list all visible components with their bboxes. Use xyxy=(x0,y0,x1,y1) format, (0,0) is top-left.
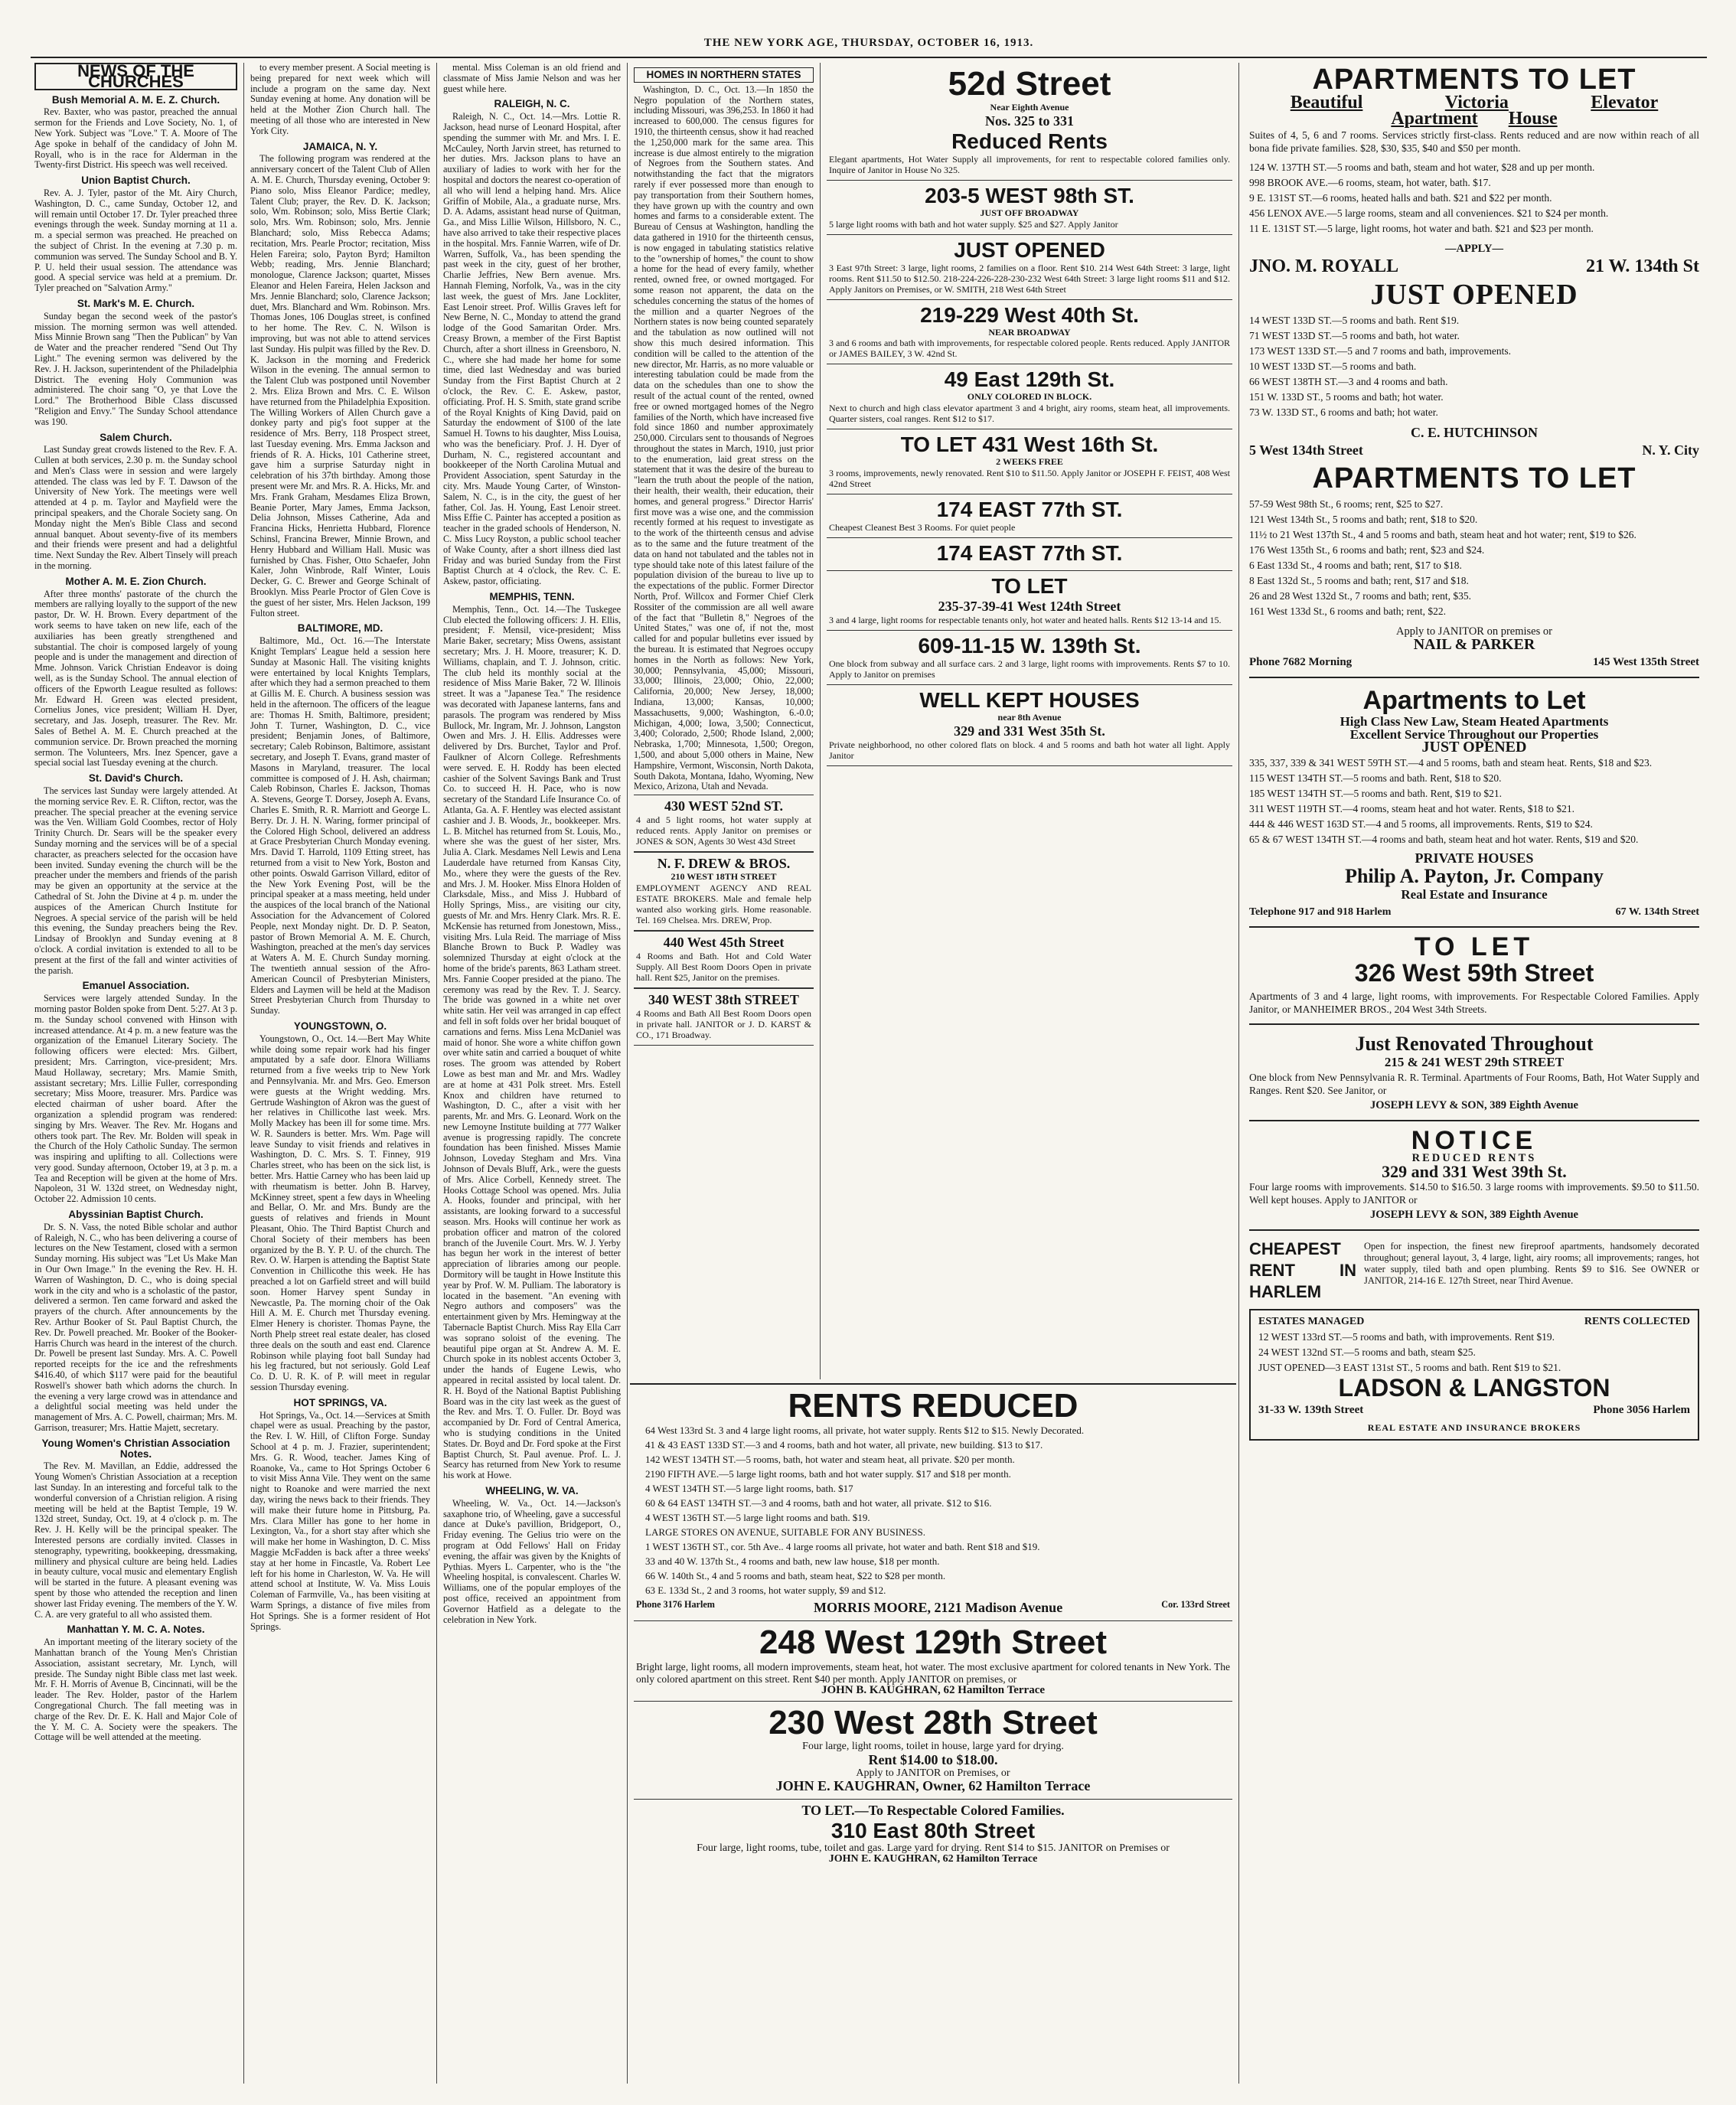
column-homes-northern xyxy=(630,63,817,1379)
ad-address: 310 East 80th Street xyxy=(830,1819,1036,1843)
article-body: Hot Springs, Va., Oct. 14.—Services at Smith chapel were as usual. Preaching by the pastor, the Rev. I. W. Hill, of Clifton Forge. Sunday School at 4 p. m. J. Frazier, superintendent; Mrs. G. R. Wood, teacher. James King of Roanoke, Va., came to Hot Springs October 6 to visit Miss Anna Vile. They went on the same night to Roanoke and were married the next day, wiring the news back to their friends. They will make their future home in Pittsburg, Pa. Mrs. Clara Miller has gone to her home in Lexington, Va., for a short stay after which she will make her home in Washington, D. C. Miss Maggie McFadden is back after a three weeks' stay at her home in Fincastle, Va. Robert Lee left for his home in Charleston, W. Va. He will attend school at Institute, W. Va. Miss Louis Coleman of Farmville, Va., has been visiting at Warm Springs, a distance of five miles from Hot Springs. She is a former resident of Hot Springs. xyxy=(250,1409,430,1632)
article-body: Last Sunday great crowds listened to the Rev. F. A. Cullen at both services, 2.30 p. m. the Sunday school and Men's Class were in session and were largely attended. The class was led by F. T. Dawson of the University of New York. The meetings were well attended at 4 p. m. Taylor and Mayfield were the principal speakers, and the Chorale Society sang. On Monday night the Men's Bible Class and second annual banquet. About seventy-five of its members and their friends were present and had a delightful time. Next Sunday the Rev. Albert Tinsely will preach in the morning. xyxy=(34,444,237,572)
classified-ad xyxy=(827,235,1232,300)
ad-body: One block from subway and all surface cars. 2 and 3 large, light rooms with improvements. Rents $7 to 10. Apply to Janitor on premises xyxy=(829,658,1230,680)
column-rule xyxy=(820,63,821,1379)
column-ads-1 xyxy=(823,63,1236,1379)
subtitle-word: Victoria xyxy=(1444,93,1509,113)
ad-body: Cheapest Cleanest Best 3 Rooms. For quiet people xyxy=(829,521,1016,533)
ad-title: 52d Street xyxy=(948,65,1111,103)
ad-body: Elegant apartments, Hot Water Supply all improvements, for rent to respectable colored families only. Inquire of Janitor in House No 325. xyxy=(829,153,1230,175)
masthead: THE NEW YORK AGE, THURSDAY, OCTOBER 16, 1913. xyxy=(31,37,1707,58)
subheading: Excellent Service Throughout our Properties xyxy=(1349,727,1599,742)
classified-ad xyxy=(827,631,1232,685)
box-footer: REAL ESTATE AND INSURANCE BROKERS xyxy=(1367,1422,1581,1433)
ad-title: TO LET.—To Respectable Colored Families. xyxy=(801,1803,1065,1819)
subheading: JUST OPENED xyxy=(1421,739,1527,756)
ad-sub: 210 WEST 18TH STREET xyxy=(671,871,777,883)
listing-line: 9 E. 131ST ST.—6 rooms, heated halls and bath. $21 and $22 per month. xyxy=(1249,192,1552,204)
renovated-agent: JOSEPH LEVY & SON, 389 Eighth Avenue xyxy=(1370,1099,1578,1111)
article-title: BALTIMORE, MD. xyxy=(297,622,383,635)
listing-line: 4 WEST 134TH ST.—5 large light rooms, bath. $17 xyxy=(645,1483,853,1494)
article-title: Bush Memorial A. M. E. Z. Church. xyxy=(51,93,220,106)
listing-line: 4 WEST 136TH ST.—5 large light rooms and bath. $19. xyxy=(645,1512,870,1523)
ad-sub: Near Eighth Avenue xyxy=(990,102,1069,113)
classified-ad xyxy=(634,931,814,988)
article-body: Sunday began the second week of the pastor's mission. The morning sermon was well attended. Miss Minnie Brown sang "Then the Publican" by Van de Water and the preacher rendered "Send Out Thy Light." The evening sermon was delivered by the Rev. J. H. Jackson, superintendent of the Philadelphia District. The evening Holy Communion was administered. The choir sang "O, ye that Love the Lord." The Brotherhood Bible Class discussed "Religion and Envy." The Sunday School attendance was 190. xyxy=(34,310,237,427)
box-address: 31-33 W. 139th Street xyxy=(1258,1404,1364,1416)
ad-title: 203-5 WEST 98th ST. xyxy=(925,183,1134,207)
article-body: Washington, D. C., Oct. 13.—In 1850 the Negro population of the Northern states, including Missouri, was 396,253. In 1860 it had increased to 600,000. The census figures for 1910, the thirteenth census, show it had reached the 1,250,000 mark for the same area. This increase is due almost entirely to the migration of Negroes from the Southern states. And notwithstanding the fact that the migrators rarely if ever possessed more than enough to pay transportation from their Southern homes, they have grown up with the country and own homes and farms to a considerable extent. The Bureau of Census at Washington, handling the data gathered in 1910 for the thirteenth census, is now engaged in tabulating statistics relative to the "ownership of homes," the count to show a home for the head of every family, whether rented, owned free, or owned mortgaged. For some reason not apparent, the data on the schedules concerning the status of the homes of the million and a quarter Negroes of the Northern states is now being counted separately and the tabulation as now outlined will not show this much desired information. This condition will be called to the attention of the new director, Mr. Harris, as no more valuable or interesting tabulation could be made from the data on the schedules than one to show the result of the actual count of the rented, owned free or owned mortgaged homes of the Negro families of the North, which have increased five fold since 1860 and number approximately 250,000. Circulars sent to thousands of Negroes throughout the states in March, 1910, just prior to the enumeration, laid great stress on the statement that it was the desire of the bureau to "learn the truth about the people of the nation, their health, their wealth, their education, their homes, and general progress." Director Harris' first move was a wise one, and the commission recently formed at his request to investigate as to the work of the thirteenth census and advise as to the same and the future treatment of the data on hand not tabulated and the tables not in type should take note of this latest failure of the population division of the bureau to live up to the expectations of the public. Former Director North, Prof. Willcox and Former Chief Clerk Rossiter of the commission are all well aware of the fact that "Bulletin 8," Negroes of the United States," was one of, if not the, most called for and popular bulletins ever issued by the bureau. It is estimated that Negroes occupy homes in the North as follows: New York, 30,000; Pennsylvania, 45,000; Missouri, 33,000; Illinois, 23,000; Ohio, 22,000; California, 20,000; New Jersey, 18,000; Indiana, 13,000; Kansas, 10,000; Massachusetts, 9,000; Washington, 6.-0.0; Michigan, 4,000; Iowa, 3,500; Connecticut, 3,400; Colorado, 2,500; Rhode Island, 2,000; Nebraska, 1,700; Minnesota, 1,500; Oregon, 1,500, and about 5,000 others in Maine, New Hampshire, Vermont, Wisconsin, North Dakota, South Dakota, Montana, Idaho, Wyoming, New Mexico, Arizona, Utah and Nevada. xyxy=(634,83,814,792)
listing-line: 26 and 28 West 132d St., 7 rooms and bath; rent, $35. xyxy=(1249,590,1472,602)
article-body: The services last Sunday were largely attended. At the morning service Rev. E. R. Clifton, rector, was the preacher. The special preacher at the evening service was the Ven. William Gold Coombes, rector of Holy Trinity Church. Dr. Sears will be the speaker every Sunday morning and the services will be of a special character, as preachers selected for the occasion have been invited. Sunday evening the church will be the preacher under the members and friends of the parish may be given an opportunity at the service at the Cathedral of St. John the Divine at 4 p. m. under the auspices of the American Church Institute for Negroes. A special service of the parish will be held this evening, the Sunday preachers being the Rev. Lindsay of Brooklyn and Sunday evening at 8 o'clock. A cordial invitation is extended to all to be present at the first of the fall and winter activities of the parish. xyxy=(34,785,237,976)
article-title: WHEELING, W. VA. xyxy=(485,1484,579,1496)
column-churches xyxy=(31,63,241,2084)
ad-body: 3 East 97th Street: 3 large, light rooms, 2 families on a floor. Rent $10. 214 West 64th Street: 3 large, light rooms. Rent $11.50 to $12.50. 218-224-226-228-230-232 West 64th Street: 3 large light rooms $11 and $12. Apply Janitors on Premises, or W. SMITH, 218 West 64th Street xyxy=(829,262,1230,295)
ad-body: Four large, light rooms, toilet in house, large yard for drying. xyxy=(802,1740,1064,1752)
ad-title: 174 EAST 77th ST. xyxy=(936,540,1123,565)
ad-title: 49 East 129th St. xyxy=(944,367,1115,392)
ad-title: 248 West 129th Street xyxy=(759,1624,1108,1661)
listing-line: 173 WEST 133D ST.—5 and 7 rooms and bath, improvements. xyxy=(1249,345,1511,357)
box-head-right: RENTS COLLECTED xyxy=(1584,1316,1690,1327)
article-body: Dr. S. N. Vass, the noted Bible scholar and author of Raleigh, N. C., who has been delivering a course of lectures on the New Testament, closed with a sermon Sunday morning. His subject was "Let Us Make Man in Our Own Image." In the evening the Rev. H. H. Warren of Washington, D. C., who is doing special work in the city and who is a scholastic of the pastor, delivered a sermon. Ten came forward and asked the prayers of the church. After announcements by the Rev. Arthur Booker of St. Paul Baptist Church, the Rev. Dr. Powell preached. Mr. Booker of the Booker-Harris Church was heard in the interest of the church. Dr. Powell be present last Sunday. Mrs. A. C. Powell reported receipts for the ice and the refreshments $416.40, of which $117 were paid for the beautiful Roswell's shower bath which adorns the church. In the evening a very large crowd was in attendance and a delightful social meeting was held under the management of Mrs. A. C. Powell, chairman; Mrs. M. Garrison, treasurer; Mrs. Hattie Majett, secretary. xyxy=(34,1221,237,1434)
subtitle-word: House xyxy=(1508,109,1558,129)
company-sub: Real Estate and Insurance xyxy=(1401,887,1548,902)
ad-body: 3 and 4 large, light rooms for respectable tenants only, hot water and heated halls. Rents $12 13-14 and 15. xyxy=(829,614,1222,625)
listing-line: 124 W. 137TH ST.—5 rooms and bath, steam and hot water, $28 and up per month. xyxy=(1249,162,1595,173)
article-body: The Rev. M. Mavillan, an Eddie, addressed the Young Women's Christian Association at a reception last Sunday. In an interesting and forceful talk to the wonderful conversion of a Christian religion. A rising meeting will be held at the Baptist Temple, 19 W. 132d street, Sunday, Oct. 19, at 4 o'clock p. m. The Rev. J. H. Kelly will be the principal speaker. The Interested persons are cordially invited. Classes in stenography, typewriting, bookkeeping, dressmaking, millinery and physical culture are being held. Ladies in beauty culture, vocal music and elementary English will be started in the future. A pleasant evening was spent by those who attended the reception and linen shower last Friday evening. The members of the Y. W. C. A. are very grateful to all who assisted them. xyxy=(34,1460,237,1620)
article-body: Services were largely attended Sunday. In the morning pastor Bolden spoke from Dent. 5:27. At 3 p. m. the Sunday school convened with Hinson with increased attendance. At 4 p. m. a new feature was the organization of the Emanuel Literary Society. The following officers were elected: Mrs. Gilbert, president; Mrs. Carrington, vice-president; Mrs. Maud Hollaway, secretary; Mrs. Mamie Smith, assistant secretary; Mrs. Lillie Fuller, corresponding secretary; Miss Moore, treasurer. Mrs. Pardice was elected chairman of usher board. After the organization a splendid program was rendered: singing by Mrs. Weaver. The Rev. Mr. Hogans and others took part. The Rev. Mr. Bolden will speak in the Church of the Holy Catholic Sunday. The sermon was inspiring and uplifting to all. Collections were very good. Sunday afternoon, October 19, at 3 p. m. a Tea and Reception will be given at the home of Mrs. Napoleon, 31 W. 132d street, on Wednesday night, October 22. Admission 10 cents. xyxy=(34,993,237,1205)
notice-agent: JOSEPH LEVY & SON, 389 Eighth Avenue xyxy=(1370,1209,1578,1221)
notice-sub: REDUCED RENTS xyxy=(1411,1152,1537,1164)
classified-ad xyxy=(634,852,814,931)
ad-310-east-80th xyxy=(634,1800,1232,1869)
column-rule xyxy=(243,63,244,2084)
ad-rent: Rent $14.00 to $18.00. xyxy=(868,1751,998,1767)
ad-body: 4 Rooms and Bath All Best Room Doors open in private hall. JANITOR or J. D. KARST & CO., 171 Broadway. xyxy=(636,1007,811,1040)
ad-title: N. F. DREW & BROS. xyxy=(657,856,791,872)
company-address: 67 W. 134th Street xyxy=(1615,906,1699,918)
ad-body: 4 Rooms and Bath. Hot and Cold Water Supply. All Best Room Doors Open in private hall. Rent $25, Janitor on the premises. xyxy=(636,950,811,983)
ad-agent: MORRIS MOORE, 2121 Madison Avenue xyxy=(814,1600,1063,1615)
notice-body: Four large rooms with improvements. $14.50 to $16.50. 3 large rooms with improvements. $9.50 to $11.50. Well kept houses. Apply to JANITOR or xyxy=(1249,1181,1699,1206)
notice-address: 329 and 331 West 39th St. xyxy=(1382,1162,1567,1181)
listing-line: 24 WEST 132nd ST.—5 rooms and bath, steam $25. xyxy=(1258,1346,1476,1358)
listing-line: 6 East 133d St., 4 rooms and bath; rent, $17 to $18. xyxy=(1249,560,1462,571)
article-body: Wheeling, W. Va., Oct. 14.—Jackson's saxaphone trio, of Wheeling, gave a successful dance at Duke's pavillion, Bridgeport, O., Friday evening. The Gelius trio were on the program at Odd Fellows' Hall on Friday evening, the affair was given by the Knights of Pythias. Myers L. Carpenter, who is the "the Wheeling hospital, is convalescent. Charles W. Williams, one of the popular employes of the post office, received an appointment from Governor Hatfield as a delegate to the celebration in New York. xyxy=(443,1497,621,1625)
subheading: High Class New Law, Steam Heated Apartments xyxy=(1340,714,1609,729)
apartments-title: APARTMENTS TO LET xyxy=(1312,64,1636,96)
column-rule xyxy=(436,63,437,2084)
classified-ad xyxy=(827,685,1232,766)
article-body: Baltimore, Md., Oct. 16.—The Interstate Knight Templars' League held a session here Sunday at Masonic Hall. The visiting knights were entertained by local Knights Templars, after which they had a sermon preached to them at Gillis M. E. Church. A business session was held in the afternoon. The officers of the league are: Thomas H. Smith, Baltimore, president; John T. Turner, Washington, D. C., vice president; Benjamin Jones, of Baltimore, secretary; Caleb Robinson, Baltimore, assistant secretary, and Joseph T. Evans, grand master of Masons in Maryland, treasurer. The local committee is composed of J. H. Ash, chairman; Caleb Robinson, Charles E. Jackson, Thomas A. Stevens, George T. Dorsey, Joseph A. Evans, Charles E. Smith, R. R. Marriott and George L. Berry. Dr. J. H. N. Waring, former principal of the Colored High School, delivered an address at Grace Presbyterian Church Monday evening. Mrs. David T. Harrold, 1109 Etting street, has returned from a visit to New York, Boston and other points. Oswald Garrison Villard, editor of the New York Evening Post, will be the principal speaker at a mass meeting, held under the auspices of the local branch of the National Association for the Advancement of Colored People, next Monday night. Dr. D. P. Seaton, pastor of Brown Memorial A. M. E. Church, Washington, preached at the men's day services at Waters A. M. E. Church Sunday morning. The twentieth annual session of the Afro-American Council of Presbyterian Ministers, Elders and Laymen will be held at the Madison Street Presbyterian Church from Thursday to Sunday. xyxy=(250,635,430,1017)
classified-ad xyxy=(634,795,814,852)
ad-sub: near 8th Avenue xyxy=(997,711,1062,723)
listing-line: 66 W. 140th St., 4 and 5 rooms and bath, steam heat, $22 to $28 per month. xyxy=(645,1570,946,1581)
column-rule xyxy=(1238,63,1239,2084)
renovated-address: 215 & 241 WEST 29th STREET xyxy=(1384,1055,1565,1069)
listing-line: 176 West 135th St., 6 rooms and bath; rent, $23 and $24. xyxy=(1249,544,1485,556)
ladson-langston-box xyxy=(1249,1309,1699,1441)
listing-line: 11½ to 21 West 137th St., 4 and 5 rooms and bath, steam heat and hot water; rent, $19 to $26. xyxy=(1249,529,1636,540)
subtitle-word: Apartment xyxy=(1391,109,1478,129)
article-title: St. Mark's M. E. Church. xyxy=(77,297,195,309)
listing-line: 65 & 67 WEST 134TH ST.—4 rooms and bath, steam heat and hot water. Rents, $19 and $20. xyxy=(1249,834,1639,845)
article-body: The following program was rendered at the anniversary concert of the Talent Club of Allen A. M. E. Church, Thursday evening, October 9: Piano solo, Miss Eleanor Pardice; medley, Talent Club; prayer, the Rev. D. K. Jackson; solo, Wm. Robinson; solo, Miss Bertie Clark; solo, Mrs. Wm. Robinson; solo, Mrs. Jennie Blanchard; solo, Miss Rebecca Adams; recitation, Mrs. Pearle Proctor; recitation, Miss Helen Fareira; solo, Payton Byrd; Hamilton Webb; reading, Mrs. Jennie Blanchard; monologue, Clarence Jackson; quartet, Misses Eleanor and Helen Fareira, Helen Jackson and Mrs. Jennie Blanchard; solo, Clarence Jackson; duet, Mrs. Blanchard and Wm. Robinson. Mrs. Thomas Jones, 106 Douglas street, is confined to her home. The Rev. C. N. Wilson is improving, but was not able to attend services last Sunday. His pulpit was filled by the Rev. D. K. Jackson in the morning and Frederick Wilson in the evening. The annual sermon to the Talent Club was postponed until November 2. Mrs. Eliza Brown and Mrs. C. E. Wilson have returned from the Philadelphia Exposition. The Willing Workers of Allen Church gave a donkey party and pig's foot supper at the residence of Mrs. Berry, 118 Prospect street, last Tuesday evening. Mrs. Emma Jackson and friends of R. A. Hicks, 101 Catherine street, gave him a surprise Saturday night in celebration of his 37th birthday. Among those present were Mr. and Mrs. R. A. Hicks, Mr. and Mrs. Frank Graham, Mesdames Eliza Brown, Beanie Porter, Mary James, Emma Jackson, Delia Johnson, Misses Catherine, Ada and Francina Hicks, Henrietta Hubbard, Florence Schinsl, Francina Brewer, Minnie Brown, and Henry Hubbard and William Hall. Music was furnished by Chas. Fisher, Otto Schaefer, John Kaler, John Winbrode, Ralf Winter, Louis Decker, G. C. Brewer and George Schinalt of Brooklyn. Miss Pearle Proctor of Glen Cove is the guest of her sister, Mrs. Helen Jackson, 199 Fulton street. xyxy=(250,153,430,618)
ad-mid: Nos. 325 to 331 xyxy=(985,113,1074,129)
listing-line: 41 & 43 EAST 133D ST.—3 and 4 rooms, bath and hot water, all private, new building. $13 to $17. xyxy=(645,1439,1043,1451)
ad-body: Next to church and high class elevator apartment 3 and 4 bright, airy rooms, steam heat, all improvements. Quarter sisters, coal ranges. Rent $12 to $17. xyxy=(829,403,1230,425)
bottom-ads xyxy=(630,1383,1236,2084)
ad-title: TO LET xyxy=(991,573,1068,598)
ad-mid: Reduced Rents xyxy=(951,129,1108,153)
ad-body: 3 and 6 rooms and bath with improvements, for respectable colored people. Rents reduced. Apply JANITOR or JAMES BAILEY, 3 W. 42nd St. xyxy=(829,338,1230,360)
box-title: LADSON & LANGSTON xyxy=(1338,1374,1610,1402)
listing-line: 115 WEST 134TH ST.—5 rooms and bath. Rent, $18 to $20. xyxy=(1249,772,1502,784)
listing-line: JUST OPENED—3 EAST 131st ST., 5 rooms and bath. Rent $19 to $21. xyxy=(1258,1362,1561,1373)
agent-address: 5 West 134th Street xyxy=(1249,442,1363,458)
ad-title: 230 West 28th Street xyxy=(768,1703,1098,1741)
column-local-news-1 xyxy=(246,63,434,2084)
intro-paragraph: to every member present. A Social meeting is being prepared for next week which will include a program on the same day. Next Sunday evening at home. Any donation will be held at the Mother Zion Church hall. The meeting of all those who are interested in New York City. xyxy=(250,63,430,136)
ad-body: Bright large, light rooms, all modern improvements, steam heat, hot water. The most exclusive apartment for colored tenants in New York. The only colored apartment on this street. Rent $40 per month. Apply JANITOR on premises, or xyxy=(636,1661,1230,1685)
listing-line: 456 LENOX AVE.—5 large rooms, steam and all conveniences. $21 to $24 per month. xyxy=(1249,207,1609,219)
article-title: Emanuel Association. xyxy=(82,980,190,992)
ad-sub: NEAR BROADWAY xyxy=(988,326,1071,338)
tolet-title: TO LET xyxy=(1414,932,1535,961)
apply-label: —APPLY— xyxy=(1445,243,1503,255)
article-body: An important meeting of the literary society of the Manhattan branch of the Young Men's Christian Association, assistant secretary, Mr. Lynch, will preside. The Sunday night Bible class met last week. Mr. F. H. Morris of Avenue B, Cincinnati, will be the leader. The Rev. Holder, pastor of the Harlem Congregational Church. The fall meeting was in charge of the Rev. Dr. E. K. Hall and Major Cole of the Y. M. C. A. Society were the speakers. The Cottage will be well attended at the meeting. xyxy=(34,1637,237,1743)
classified-ad xyxy=(827,494,1232,538)
cheapest-label: CHEAPEST RENT IN HARLEM xyxy=(1249,1239,1356,1301)
article-title: MEMPHIS, TENN. xyxy=(489,591,575,603)
ad-title: RENTS REDUCED xyxy=(788,1387,1078,1425)
classified-ad xyxy=(827,364,1232,429)
private-houses-label: PRIVATE HOUSES xyxy=(1415,850,1534,866)
article-title: Union Baptist Church. xyxy=(81,175,191,187)
intro-paragraph: mental. Miss Coleman is an old friend and classmate of Miss Jamie Nelson and was her guest while here. xyxy=(443,63,621,94)
apply-label: Apply to JANITOR on premises or xyxy=(1396,625,1552,638)
box-phone: Phone 3056 Harlem xyxy=(1593,1404,1690,1416)
ad-rents-reduced xyxy=(634,1385,1232,1621)
listing-line: 63 E. 133d St., 2 and 3 rooms, hot water supply, $9 and $12. xyxy=(645,1584,886,1596)
article-title: Mother A. M. E. Zion Church. xyxy=(65,575,207,587)
ad-title: 609-11-15 W. 139th St. xyxy=(918,633,1141,658)
agent-city: N. Y. City xyxy=(1642,442,1699,458)
ad-sub: JUST OFF BROADWAY xyxy=(980,207,1079,218)
company-phone: Telephone 917 and 918 Harlem xyxy=(1249,906,1392,918)
box-head-left: ESTATES MANAGED xyxy=(1258,1316,1365,1327)
notice-title: NOTICE xyxy=(1411,1126,1538,1155)
article-title: St. David's Church. xyxy=(88,772,184,785)
renovated-title: Just Renovated Throughout xyxy=(1355,1033,1594,1055)
listing-line: 33 and 40 W. 137th St., 4 rooms and bath, new law house, $18 per month. xyxy=(645,1555,940,1567)
cheapest-body: Open for inspection, the finest new fireproof apartments, handsomely decorated throughout; general layout, 3, 4 large, light, airy rooms; all improvements; ranges, hot water supply, tiled bath and open plumbing. Rents $9 to $16. See OWNER or JANITOR, 214-16 E. 127th Street, near Third Avenue. xyxy=(1364,1241,1699,1286)
ad-body: 3 rooms, improvements, newly renovated. Rent $10 to $11.50. Apply Janitor or JOSEPH F. FEIST, 408 West 42nd Street xyxy=(829,467,1230,489)
listing-line: 10 WEST 133D ST.—5 rooms and bath. xyxy=(1249,361,1417,372)
listing-line: 71 WEST 133D ST.—5 rooms and bath, hot water. xyxy=(1249,330,1460,341)
ad-body: 5 large light rooms with bath and hot water supply. $25 and $27. Apply Janitor xyxy=(829,218,1118,230)
ad-title: 430 WEST 52nd ST. xyxy=(664,798,784,814)
ad-agent: JOHN E. KAUGHRAN, Owner, 62 Hamilton Terrace xyxy=(775,1778,1091,1794)
subtitle-word: Elevator xyxy=(1591,93,1659,113)
ad-mid: 235-37-39-41 West 124th Street xyxy=(938,598,1121,614)
section-header-churches: NEWS OF THE CHURCHES xyxy=(34,63,237,90)
renovated-body: One block from New Pennsylvania R. R. Terminal. Apartments of Four Rooms, Bath, Hot Water Supply and Ranges. Rent $20. See Janitor, or xyxy=(1249,1072,1699,1096)
newspaper-page xyxy=(31,63,1707,2084)
article-body: Rev. Baxter, who was pastor, preached the annual sermon for the Friends and Love Society, No. 1, of New York. Subject was "Love." T. A. Moore of The Age spoke in behalf of the candidacy of John M. Royall, who is in the race for Alderman in the Twenty-first District. His speech was well received. xyxy=(34,106,237,171)
ad-apply: Apply to JANITOR on Premises, or xyxy=(856,1767,1010,1779)
article-body: Youngstown, O., Oct. 14.—Bert May White while doing some repair work had his finger amputated by a safe door. Elnora Williams returned from a five weeks trip to New York and Pennsylvania. Mr. and Mrs. Geo. Emerson were guests at the Wright wedding. Mrs. Gertrude Washington of Akron was the guest of her relatives in Chillicothe last week. Mrs. Molly Mackey has been ill for some time. Mrs. W. R. Saunders is better. Mrs. Wm. Page will leave Sunday to visit friends and relatives in Washington, D. C. Mrs. S. T. Finney, 919 Charles street, who has been on the sick list, is better. Mrs. Hattie Carney who has been laid up with rheumatism is better. John B. Harvey, McKinney street, spent a few days in Wheeling and Bellar, O. Mr. and Mrs. Bundy are the guests of relatives and friends in Mount Pleasant, Ohio. The Third Baptist Church and Choral Society of their members has been organized by the B. Y. P. U. of the church. The Rev. O. W. Harpen is attending the Baptist State Convention in Chillicothe this week. He has preached a lot on Garfield street and will build soon. Homer Harvey spent Sunday in Newcastle, Pa. The morning choir of the Oak Hill A. M. E. Church met Thursday evening. Elmer Henery is chorister. Thomas Payne, the North Phelp street real estate dealer, has closed three deals on the south and east end. Clarence Robinson while playing foot ball Sunday had his leg fractured, but not seriously. Gold Leaf Co. D. U. R. K. of P. will meet in regular session Thursday evening. xyxy=(250,1033,430,1393)
ad-230-west-28th xyxy=(634,1702,1232,1800)
classified-ad xyxy=(827,63,1232,181)
listing-line: 12 WEST 133rd ST.—5 rooms and bath, with improvements. Rent $19. xyxy=(1258,1331,1555,1343)
tolet-body: Apartments of 3 and 4 large, light rooms, with improvements. For Respectable Colored Families. Apply Janitor, or MANHEIMER BROS., 204 West 34th Streets. xyxy=(1249,990,1699,1015)
article-body: After three months' pastorate of the church the members are rallying loyally to the support of the new pastor, Dr. W. H. Brown. Every department of the work seems to have taken on new life, each of the auxiliaries has been greatly strengthened and substantial. The choir is composed largely of young people and is under the management and direction of Mme. Johnson. Varick Christian Endeavor is doing well, as is the Sunday School. The annual election of officers of the Epworth League resulted as follows: Mr. Edward H. Green was elected president, Cornelius Jones, vice president; William H. Dyer, secretary, and Jas. Joseph, treasurer. The Rev. Mr. Sales of Bethel A. M. E. Church preached at the communion service. Dr. Brown preached the morning sermon. The Volunteers, Mrs. Inez Spencer, gave a special social last Tuesday evening at the church. xyxy=(34,588,238,769)
tolet-address: 326 West 59th Street xyxy=(1354,959,1594,987)
classified-ad xyxy=(827,571,1232,631)
classified-ad xyxy=(827,429,1232,494)
just-opened-title: JUST OPENED xyxy=(1370,279,1578,311)
article-title: Young Women's Christian Association Notes. xyxy=(41,1437,230,1460)
agent-phone: Phone 7682 Morning xyxy=(1249,656,1353,668)
ad-sub: 2 WEEKS FREE xyxy=(996,456,1063,468)
ad-title: 440 West 45th Street xyxy=(663,934,785,950)
article-title: Abyssinian Baptist Church. xyxy=(68,1209,204,1221)
listing-line: 8 East 132d St., 5 rooms and bath; rent, $17 and $18. xyxy=(1249,575,1469,586)
listing-line: 11 E. 131ST ST.—5 large, light rooms, hot water and bath. $21 and $23 per month. xyxy=(1249,223,1594,234)
listing-line: 142 WEST 134TH ST.—5 rooms, bath, hot water and steam heat, all private. $20 per month. xyxy=(645,1454,1015,1465)
article-title: HOT SPRINGS, VA. xyxy=(293,1396,387,1408)
ad-title: 219-229 West 40th St. xyxy=(920,302,1139,327)
column-apartments xyxy=(1242,63,1707,2084)
company-name: Philip A. Payton, Jr. Company xyxy=(1345,865,1604,887)
ad-title: JUST OPENED xyxy=(954,237,1105,262)
ad-phone: Phone 3176 Harlem xyxy=(636,1599,715,1610)
listing-line: 335, 337, 339 & 341 WEST 59TH ST.—4 and 5 rooms, bath and steam heat. Rents, $18 and $23. xyxy=(1249,757,1653,769)
article-title: JAMAICA, N. Y. xyxy=(302,140,378,152)
ad-agent: JOHN E. KAUGHRAN, 62 Hamilton Terrace xyxy=(828,1853,1038,1865)
ad-body: Private neighborhood, no other colored flats on block. 4 and 5 rooms and bath hot water all light. Apply Janitor xyxy=(829,739,1230,761)
listing-line: 444 & 446 WEST 163D ST.—4 and 5 rooms, all improvements. Rents, $19 to $24. xyxy=(1249,818,1593,830)
ad-title: 174 EAST 77th ST. xyxy=(936,497,1123,521)
article-body: Raleigh, N. C., Oct. 14.—Mrs. Lottie R. Jackson, head nurse of Leonard Hospital, after spending the summer with Mr. and Mrs. I. E. McCauley, North Jarvin street, has returned to her duties. Mrs. Jackson plans to have an auxiliary of ladies to work with her for the hospital and doctors the nearest co-operation of all who will lend a helping hand. Mrs. Alice Griffin of Mobile, Ala., a graduate nurse, Mrs. D. A. Adams, assistant head nurse of Quitman, Ga., and Miss Lillie Wilson, Hillsboro, N. C., have also arrived to take their respective places in the hospital. Mrs. Fannie Warren, wife of Dr. Warren, Suffolk, Va., has been spending the past week in the city, guest of her brother, Charlie Jeffries, New Bern avenue. Mrs. Hannah Fleming, Norfolk, Va., was in the city last week, the guest of Mrs. Jane Lockliter, East Lenoir street. Prof. Willis Graves left for New Berne, N. C., Monday to attend the grand lodge of the Good Samaritan Order. Mrs. Creasy Brown, a member of the First Baptist Church, after a short illness in Greensboro, N. C., where she had made her home for some time, died last Wednesday and was buried Sunday from the First Baptist Church at 2 o'clock, the Rev. C. E. Askew, pastor, officiating. Prof. H. S. Smith, state grand scribe of the Royal Knights of King David, paid on Saturday the endowment of $100 of the late Samuel H. Towns to his daughter, Miss Louisa, who was the beneficiary. Prof. J. H. Dyer of Durham, N. C., registered accountant and bookkeeper of the North Carolina Mutual and Provident Association, spent Saturday in the city. Mrs. Maude Young Carter, of Winston-Salem, N. C., is in the city, the guest of her father, Col. Jas. H. Young, East Lenoir street. Miss Effie C. Painter has accepted a position as teacher in the graded schools of Henderson, N. C. Miss Lucy Royston, a public school teacher of Wake County, after a short illness died last Friday and was buried Sunday from the First Baptist Church at 4 o'clock, the Rev. C. E. Askew, pastor, officiating. xyxy=(443,111,621,587)
article-body: Rev. A. J. Tyler, pastor of the Mt. Airy Church, Washington, D. C., came Sunday, October 12, and will remain until October 17. Dr. Tyler preached three evenings through the week. Sunday morning at 11 a. m. a special sermon was preached. He preached on the subject of Christ. In the evening at 7.30 p. m. communion was served. The Sunday School and B. Y. P. U. held their usual session. The attendance was good. A special service was held at a premium. Dr. Tyler preached on "Salvation Army." xyxy=(34,187,237,294)
apartments-title: APARTMENTS TO LET xyxy=(1312,462,1636,494)
listing-line: 998 BROOK AVE.—6 rooms, steam, hot water, bath. $17. xyxy=(1249,177,1491,188)
classified-ad xyxy=(827,300,1232,365)
article-title: Salem Church. xyxy=(100,431,172,443)
ad-title: 340 WEST 38th STREET xyxy=(648,991,799,1007)
listing-line: 14 WEST 133D ST.—5 rooms and bath. Rent $19. xyxy=(1249,315,1460,326)
listing-line: 185 WEST 134TH ST.—5 rooms and bath. Rent, $19 to $21. xyxy=(1249,788,1502,799)
ad-248-west-129th xyxy=(634,1621,1232,1702)
listing-line: 121 West 134th St., 5 rooms and bath; rent, $18 to $20. xyxy=(1249,514,1478,525)
listing-line: 2190 FIFTH AVE.—5 large light rooms, bath and hot water supply. $17 and $18 per month. xyxy=(645,1468,1011,1480)
ad-sub: ONLY COLORED IN BLOCK. xyxy=(967,391,1092,403)
listing-line: 311 WEST 119TH ST.—4 rooms, steam heat and hot water. Rents, $18 to $21. xyxy=(1249,803,1574,814)
listing-line: 151 W. 133D ST., 5 rooms and bath; hot water. xyxy=(1249,391,1444,403)
listing-line: 161 West 133d St., 6 rooms and bath; rent, $22. xyxy=(1249,605,1447,617)
subtitle-word: Beautiful xyxy=(1290,93,1363,113)
article-title: HOMES IN NORTHERN STATES xyxy=(634,67,814,83)
ad-body: Four large, light rooms, tube, toilet and gas. Large yard for drying. Rent $14 to $15. JANITOR on Premises or xyxy=(697,1842,1170,1855)
listing-line: 64 West 133rd St. 3 and 4 large light rooms, all private, hot water supply. Rents $12 to $15. Newly Decorated. xyxy=(645,1425,1085,1436)
article-title: Manhattan Y. M. C. A. Notes. xyxy=(67,1624,205,1636)
listing-line: 60 & 64 EAST 134TH ST.—3 and 4 rooms, bath and hot water, all private. $12 to $16. xyxy=(645,1497,992,1509)
ad-corner: Cor. 133rd Street xyxy=(1161,1599,1230,1610)
listing-line: 73 W. 133D ST., 6 rooms and bath; hot water. xyxy=(1249,406,1438,418)
ad-title: WELL KEPT HOUSES xyxy=(919,687,1140,712)
ad-body: 4 and 5 light rooms, hot water supply at reduced rents. Apply Janitor on premises or JONES & SON, Agents 30 West 43d Street xyxy=(636,814,811,847)
classified-ad xyxy=(827,538,1232,571)
classified-ad xyxy=(827,181,1232,235)
listing-line: LARGE STORES ON AVENUE, SUITABLE FOR ANY BUSINESS. xyxy=(645,1526,926,1538)
ad-mid: 329 and 331 West 35th St. xyxy=(954,723,1105,739)
ad-agent: JOHN B. KAUGHRAN, 62 Hamilton Terrace xyxy=(821,1684,1046,1696)
agent-address: 21 W. 134th St xyxy=(1585,256,1699,276)
article-body: Memphis, Tenn., Oct. 14.—The Tuskegee Club elected the following officers: J. H. Ellis, president; F. Mensil, vice-president; Miss Marie Baker, secretary; Miss Owens, assistant secretary; Mrs. J. H. Moore, treasurer; K. D. Williams, chaplain, and T. J. Johnson, critic. The club held its monthly social at the residence of Miss Marie Baker, 72 W. Illinois street. It was a "Japanese Tea." The residence was decorated with Japanese lanterns, fans and parasols. The program was rendered by Miss Bullock, Mr. Ingram, Mr. J. Johnson, Langston Owen and Mrs. J. H. Ellis. Addresses were delivered by Drs. Burchet, Taylor and Prof. Faulkner of Alcorn College. Refreshments were served. E. H. Roddy has been elected cashier of the Solvent Savings Bank and Trust Co. to succeed H. H. Pace, who is now secretary of the Standard Life Insurance Co. of Atlanta, Ga. A. F. Hentley was elected assistant cashier and J. B. Woods, Jr., bookkeeper. Mrs. L. B. Mitchel has returned from St. Louis, Mo., where she was the guest of her sister, Mrs. Julia A. Clark. Mesdames Nell Lewis and Lena Lauderdale have returned from Kansas City, Mo., where they were the guests of the Rev. and Mrs. J. M. Hooker. Miss Elnora Holden of Clarksdale, Miss., and Miss J. Hubbard of Holly Springs, Miss., are visiting our city, guests of Mr. and Mrs. Henry Clark. Mrs. R. E. McKensie has returned from Jonestown, Miss., visiting Mrs. Lula Reid. The marriage of Miss Blanche Brown to Buck P. Wadley was solemnized Thursday at eight o'clock at the home of the bride's parents, 863 Latham street. Mrs. Fannie Cooper presided at the piano. The ceremony was read by the Rev. T. J. Searcy. The bride was gowned in a white net over white satin. Her veil was arranged in cap effect and fell in soft folds over her bridal bouquet of carnations and ferns. Miss Lena McDaniel was maid of honor. She wore a white chiffon gown over white satin and carried a bouquet of white roses. The groom was attended by Robert Lowe as best man and Mr. and Mrs. Wadley are at home at 431 Polk street. Mrs. Estell Knox and children have returned to Washington, D. C., after a visit with her parents, Mr. and Mrs. G. Leonard. Work on the new Lemoyne Institute building at 777 Walker avenue is progressing rapidly. The concrete foundation has been finished. Misses Mamie Johnson, Loveday Stegham and Mrs. Vina Johnson of Devals Bluff, Ark., were the guests of Mrs. Alice Corbell, Kennedy street. The Hooks Cottage School was opened. Mrs. Julia A. Hooks, founder and principal, with her assistants, are looking forward to a successful season. Mrs. Hooks will continue her work as probation officer and matron of the colored branch of the Juvenile Court. Mrs. W. J. Yerby has begun her work in the interest of better appreciation of libraries among our people. Dormitory will be taught in Howe Institute this year by Prof. W. M. Pulliam. The laboratory is located in the basement. "An evening with Negro authors and composers" was the entertainment given by Mrs. Hemingway at the Tabernacle Baptist Church. Miss Ray Ella Carr was soprano soloist of the evening. The beautiful pipe organ at St. Andrew A. M. E. Church spoke in its noblest accents October 3, under the hands of Eugene Lewis, who appeared in recital assisted by local talent. Dr. R. H. Boyd of the National Baptist Publishing Board was in the city last week as the guest of the Rev. and Mrs. T. O. Fuller. Dr. Boyd was accompanied by Dr. Ford of Central America, who is studying conditions in the United States. Dr. Boyd and Dr. Ford spoke at the First Baptist Church, St. Paul avenue. Prof. L. J. Searcy has returned from New York to resume his work at Howe. xyxy=(443,603,621,1481)
apartments-intro: Suites of 4, 5, 6 and 7 rooms. Services strictly first-class. Rents reduced and are now within reach of all bona fide private families. $28, $30, $35, $40 and $50 per month. xyxy=(1249,129,1699,154)
article-title: YOUNGSTOWN, O. xyxy=(293,1020,387,1032)
column-local-news-2 xyxy=(439,63,625,2084)
apartments-title: Apartments to Let xyxy=(1362,686,1586,715)
listing-line: 57-59 West 98th St., 6 rooms; rent, $25 to $27. xyxy=(1249,498,1444,510)
agent-name: NAIL & PARKER xyxy=(1413,636,1535,653)
listing-line: 66 WEST 138TH ST.—3 and 4 rooms and bath. xyxy=(1249,376,1448,387)
article-title: RALEIGH, N. C. xyxy=(494,98,570,110)
agent-address: 145 West 135th Street xyxy=(1592,656,1699,668)
classified-ad xyxy=(634,988,814,1046)
ad-body: EMPLOYMENT AGENCY AND REAL ESTATE BROKERS. Male and female help wanted also working girls. Home reasonable. Tel. 169 Chelsea. Mrs. DREW, Prop. xyxy=(636,882,811,925)
column-rule xyxy=(627,63,628,2084)
ad-title: TO LET 431 West 16th St. xyxy=(900,432,1159,457)
listing-line: 1 WEST 136TH ST., cor. 5th Ave.. 4 large rooms all private, hot water and bath. Rent $18 and $19. xyxy=(645,1541,1040,1552)
agent-name: JNO. M. ROYALL xyxy=(1249,256,1399,276)
agent-name: C. E. HUTCHINSON xyxy=(1410,425,1539,440)
